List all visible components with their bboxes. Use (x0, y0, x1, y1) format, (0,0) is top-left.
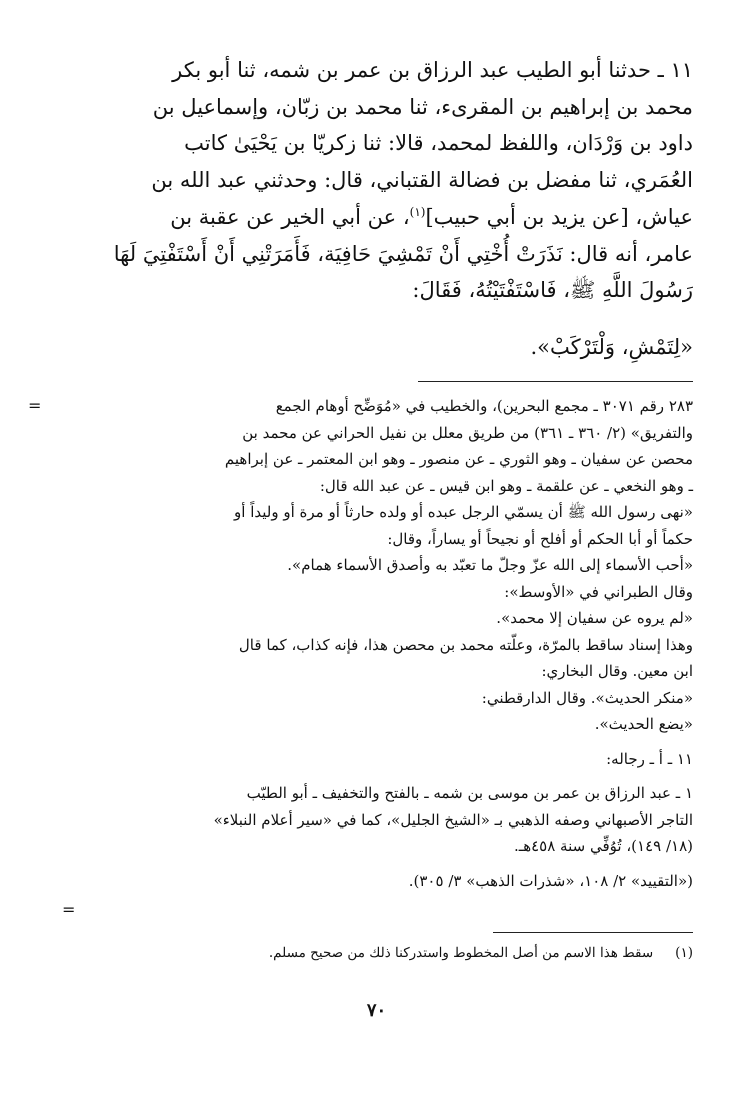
note-line: وهذا إسناد ساقط بالمرّة، وعلّته محمد بن محصن هذا، فإنه كذاب، كما قال (238, 635, 693, 654)
note-line: حكماً أو أبا الحكم أو أفلح أو نجيحاً أو يساراً، وقال: (387, 529, 693, 548)
hadith-line-start: عياش، [عن يزيد بن أبي حبيب] (425, 204, 693, 229)
footnote-number: (١) (675, 945, 693, 961)
note-line: «أحب الأسماء إلى الله عزّ وجلّ ما تعبّد به وأصدق الأسماء همام». (287, 556, 693, 574)
hadith-line: داود بن وَرْدَان، واللفظ لمحمد، قالا: ثنا زكريّا بن يَحْيَىٰ كاتب (184, 131, 693, 156)
note-line: ابن معين. وقال البخاري: (541, 662, 693, 680)
footnote (53, 942, 693, 964)
hadith-line-end: ، عن أبي الخير عن عقبة بن (170, 204, 410, 229)
hadith-line: عامر، أنه قال: نَذَرَتْ أُخْتِي أَنْ تَمْشِيَ حَافِيَة، فَأَمَرَتْنِي أَنْ أَسْتَفْتِيَ لَهَا (113, 241, 693, 266)
note-line: ١ ـ عبد الرزاق بن عمر بن موسى بن شمه ـ بالفتح والتخفيف ـ أبو الطيّب (246, 784, 693, 802)
hadith-line: محمد بن إبراهيم بن المقرىء، ثنا محمد بن زبّان، وإسماعيل بن (152, 94, 693, 119)
continuation-end-marker: = (62, 900, 76, 919)
note-line: وقال الطبراني في «الأوسط»: (504, 582, 693, 601)
note-line: (١٨/ ١٤٩)، تُوُفِّي سنة ٤٥٨هـ. (514, 837, 693, 855)
note-line: («التقييد» ٢/ ١٠٨، «شذرات الذهب» ٣/ ٣٠٥). (408, 871, 693, 890)
note-line: «منكر الحديث». وقال الدارقطني: (481, 688, 693, 707)
commentary-notes (28, 393, 693, 894)
continuation-marker: = (28, 396, 42, 415)
continued-note (28, 393, 693, 738)
hadith-text (53, 52, 693, 366)
note-line: «نهى رسول الله ﷺ أن يسمّي الرجل عبده أو ولده حارثاً أو مرة أو وليداً أو (234, 503, 693, 521)
notes-divider (418, 381, 693, 382)
note-line: ٢٨٣ رقم ٣٠٧١ ـ مجمع البحرين)، والخطيب في «مُوَضِّح أوهام الجمع (275, 397, 693, 415)
footnote-divider (493, 932, 693, 933)
footnote-text: سقط هذا الاسم من أصل المخطوط واستدركنا ذلك من صحيح مسلم. (268, 945, 654, 961)
note-line: ـ وهو النخعي ـ عن علقمة ـ وهو ابن قيس ـ عن عبد الله قال: (319, 476, 693, 495)
hadith-answer: «لِتَمْشِ، وَلْتَرْكَبْ». (530, 334, 693, 359)
note-line: «لم يروه عن سفيان إلا محمد». (496, 609, 693, 627)
hadith-line: العُمَري، ثنا مفضل بن فضالة القتباني، قال: وحدثني عبد الله بن (151, 168, 693, 193)
note-line: والتفريق» (٢/ ٣٦٠ ـ ٣٦١) من طريق معلل بن نفيل الحراني عن محمد بن (242, 423, 693, 442)
footnote-reference[interactable]: (١) (409, 204, 426, 219)
section-heading: ١١ ـ أ ـ رجاله: (606, 749, 693, 768)
page-number: ٧٠ (366, 1000, 387, 1021)
hadith-line: رَسُولَ اللَّهِ ﷺ، فَاسْتَفْتَيْتُهُ، فَقَالَ: (412, 278, 693, 303)
note-line: التاجر الأصبهاني وصفه الذهبي بـ «الشيخ الجليل»، كما في «سير أعلام النبلاء» (213, 810, 693, 829)
note-line: محصن عن سفيان ـ وهو الثوري ـ عن منصور ـ وهو ابن المعتمر ـ عن إبراهيم (224, 450, 693, 468)
hadith-line: ١١ ـ حدثنا أبو الطيب عبد الرزاق بن عمر بن شمه، ثنا أبو بكر (172, 58, 693, 82)
hadith-line (53, 199, 693, 236)
note-line: «يضع الحديث». (594, 715, 693, 733)
